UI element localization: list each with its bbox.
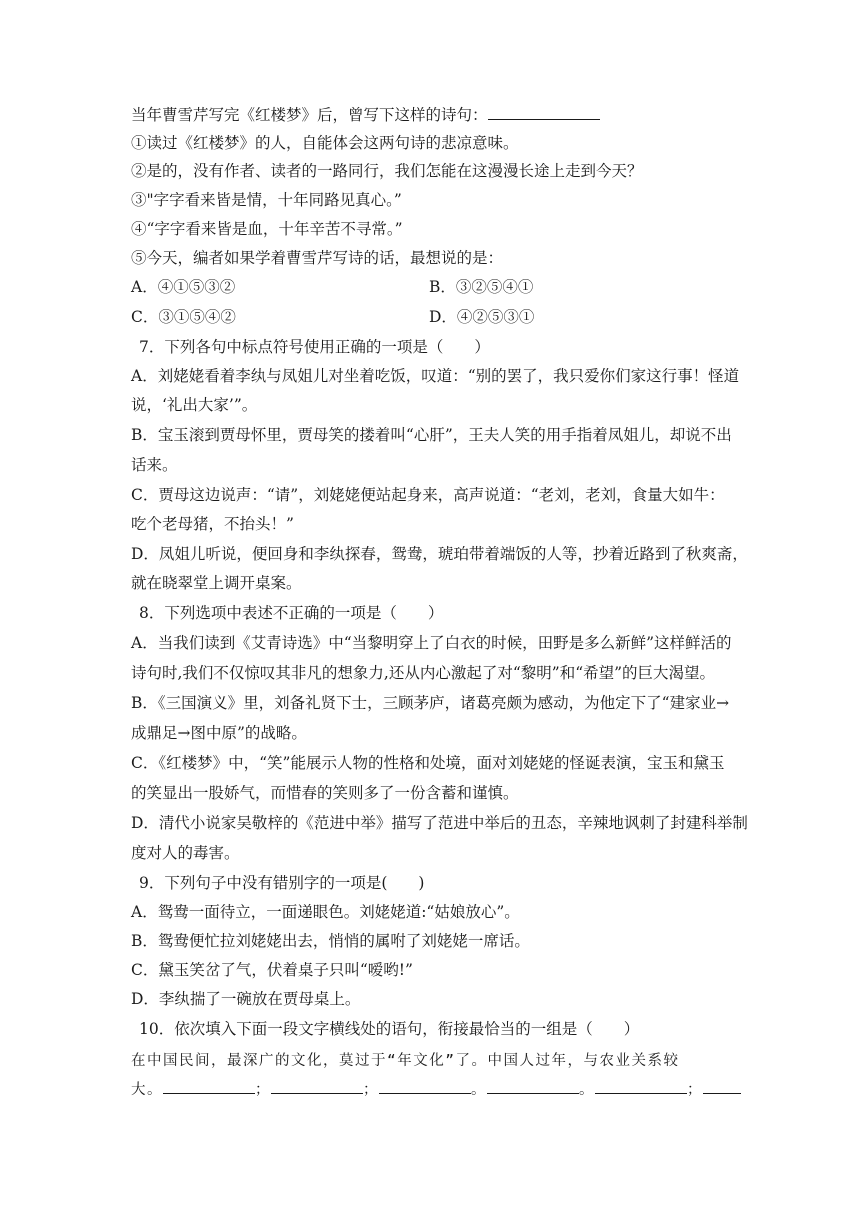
q8-option-d-line2[interactable]: 度对人的毒害。 <box>131 844 240 862</box>
q10-passage-line2 <box>131 1078 741 1099</box>
q7-stem: 7．下列各句中标点符号使用正确的一项是（ ） <box>139 338 490 356</box>
q6-option-b[interactable]: B．③②⑤④① <box>429 278 534 296</box>
q10-stem: 10．依次填入下面一段文字横线处的语句，衔接最恰当的一组是（ ） <box>139 1020 640 1038</box>
q10-blank-1[interactable] <box>163 1081 255 1094</box>
q10-separator: ； <box>255 1082 271 1098</box>
q6-sentence-5: ⑤今天，编者如果学着曹雪芹写诗的话，最想说的是： <box>131 249 504 267</box>
q6-option-d[interactable]: D．④②⑤③① <box>429 308 535 326</box>
q7-option-d-line2[interactable]: 就在晓翠堂上调开桌案。 <box>131 574 302 592</box>
q8-option-a-line1[interactable]: A．当我们读到《艾青诗选》中“当黎明穿上了白衣的时候，田野是多么新鲜”这样鲜活的 <box>131 634 732 652</box>
q6-option-a[interactable]: A．④①⑤③② <box>131 278 236 296</box>
q9-option-d[interactable]: D．李纨揣了一碗放在贾母桌上。 <box>131 990 361 1008</box>
q10-passage-start: 大。 <box>131 1082 163 1098</box>
q8-option-c-line1[interactable]: C．《红楼梦》中，“笑”能展示人物的性格和处境，面对刘姥姥的怪诞表演，宝玉和黛玉 <box>131 754 725 772</box>
q10-blank-5[interactable] <box>595 1081 687 1094</box>
q8-option-a-line2[interactable]: 诗句时,我们不仅惊叹其非凡的想象力,还从内心激起了对“黎明”和“希望”的巨大渴望。 <box>131 664 716 682</box>
q6-sentence-4: ④“字字看来皆是血，十年辛苦不寻常。” <box>131 220 403 238</box>
q9-stem: 9．下列句子中没有错别字的一项是( ) <box>139 874 425 892</box>
q6-intro <box>131 105 731 125</box>
q7-option-a-line1[interactable]: A．刘姥姥看着李纨与凤姐儿对坐着吃饭，叹道：“别的罢了，我只爱你们家这行事！怪道 <box>131 367 740 385</box>
q10-passage-line1: 在中国民间，最深广的文化，莫过于“年文化”了。中国人过年，与农业关系较 <box>131 1053 680 1069</box>
q6-answer-blank[interactable] <box>488 105 600 120</box>
q9-option-a[interactable]: A．鸳鸯一面待立，一面递眼色。刘姥姥道:“姑娘放心”。 <box>131 903 520 921</box>
q10-separator: 。 <box>471 1082 487 1098</box>
q8-stem: 8．下列选项中表述不正确的一项是（ ） <box>139 604 444 622</box>
q6-option-c[interactable]: C．③①⑤④② <box>131 308 236 326</box>
q7-option-b-line1[interactable]: B．宝玉滚到贾母怀里，贾母笑的搂着叫“心肝”，王夫人笑的用手指着凤姐儿，却说不出 <box>131 426 732 444</box>
q7-option-d-line1[interactable]: D．凤姐儿听说，便回身和李纨探春，鸳鸯，琥珀带着端饭的人等，抄着近路到了秋爽斋， <box>131 545 748 563</box>
q6-sentence-1: ①读过《红楼梦》的人，自能体会这两句诗的悲凉意味。 <box>131 134 519 152</box>
q10-separator: ； <box>363 1082 379 1098</box>
q10-separator: 。 <box>579 1082 595 1098</box>
q8-option-b-line1[interactable]: B．《三国演义》里，刘备礼贤下士，三顾茅庐，诸葛亮颇为感动，为他定下了“建家业→ <box>131 694 730 712</box>
q10-blank-2[interactable] <box>271 1081 363 1094</box>
q8-option-d-line1[interactable]: D．清代小说家吴敬梓的《范进中举》描写了范进中举后的丑态，辛辣地讽刺了封建科举制 <box>131 814 748 832</box>
q10-separator: ； <box>687 1082 703 1098</box>
q7-option-a-line2[interactable]: 说，‘礼出大家’”。 <box>131 396 258 414</box>
q10-blank-3[interactable] <box>379 1081 471 1094</box>
q9-option-c[interactable]: C．黛玉笑岔了气，伏着桌子只叫“嗳哟!” <box>131 961 413 979</box>
q7-option-c-line2[interactable]: 吃个老母猪，不抬头！” <box>131 515 294 533</box>
q9-option-b[interactable]: B．鸳鸯便忙拉刘姥姥出去，悄悄的属咐了刘姥姥一席话。 <box>131 932 530 950</box>
q8-option-b-line2[interactable]: 成鼎足→图中原”的战略。 <box>131 724 307 742</box>
q10-blank-6[interactable] <box>703 1081 741 1094</box>
q10-blank-4[interactable] <box>487 1081 579 1094</box>
q6-intro-text: 当年曹雪芹写完《红楼梦》后，曾写下这样的诗句： <box>131 106 488 124</box>
q7-option-c-line1[interactable]: C．贾母这边说声：“请”，刘姥姥便站起身来，高声说道：“老刘，老刘，食量大如牛： <box>131 486 725 504</box>
q7-option-b-line2[interactable]: 话来。 <box>131 456 178 474</box>
q8-option-c-line2[interactable]: 的笑显出一股娇气，而惜春的笑则多了一份含蓄和谨慎。 <box>131 784 519 802</box>
q6-sentence-3: ③"字字看来皆是情，十年同路见真心。” <box>131 191 402 209</box>
q6-sentence-2: ②是的，没有作者、读者的一路同行，我们怎能在这漫漫长途上走到今天？ <box>131 162 643 180</box>
